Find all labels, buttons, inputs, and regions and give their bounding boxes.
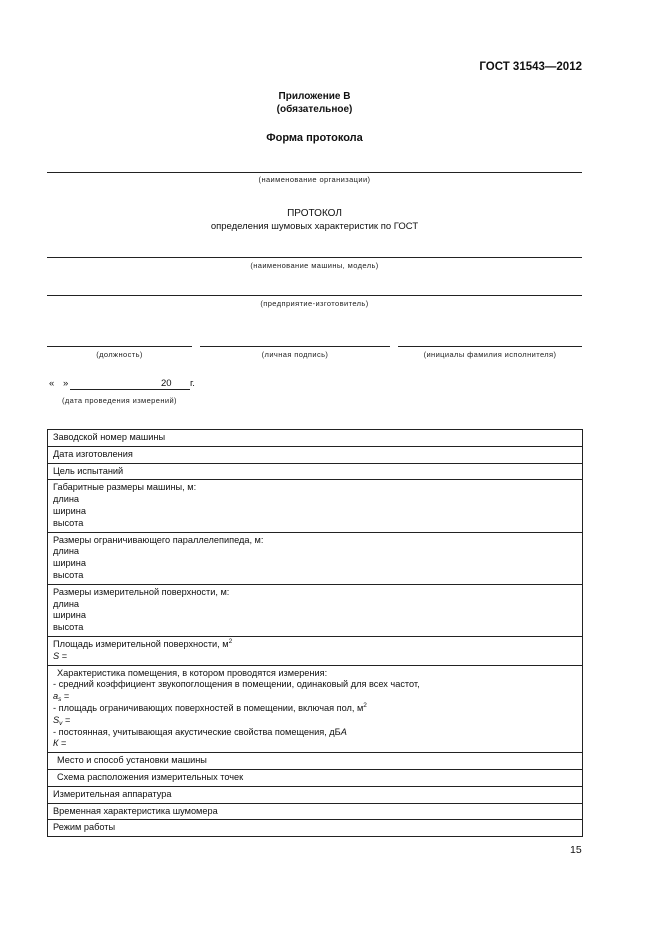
table-row <box>48 532 583 584</box>
initials-line <box>398 346 582 347</box>
table-row <box>48 584 583 636</box>
page-number: 15 <box>570 844 582 856</box>
table-row <box>48 665 583 753</box>
field-surface-area[interactable]: Площадь измерительной поверхности, $м^2$ S = <box>48 636 583 665</box>
appendix-status: (обязательное) <box>276 104 353 115</box>
protocol-title: ПРОТОКОЛ <box>287 208 342 219</box>
date-close-quote: » <box>63 378 69 389</box>
machine-caption: (наименование машины, модель) <box>250 261 379 270</box>
field-measurement-points[interactable]: Схема расположения измерительных точек <box>48 769 583 786</box>
protocol-subtitle: определения шумовых характеристик по ГОСТ <box>210 221 419 232</box>
field-surface-dimensions[interactable]: Размеры измерительной поверхности, м: длина ширина высота <box>48 584 583 636</box>
table-row <box>48 430 583 447</box>
table-row <box>48 753 583 770</box>
field-operating-mode[interactable]: Режим работы <box>48 820 583 837</box>
position-caption: (должность) <box>96 350 143 359</box>
manufacturer-line <box>47 295 582 296</box>
position-line <box>47 346 192 347</box>
field-room-characteristics[interactable]: Характеристика помещения, в котором проводятся измерения: - средний коэффициент звукопоглощения в помещении, одинаковый для всех частот, $a_s$ = - площадь ограничивающих поверхностей в помещении, включая пол, $м^2$ $S_v$ = - постоянная, учитывающая акустические свойства помещения, дБА К = <box>48 665 583 753</box>
table-row <box>48 463 583 480</box>
table-row <box>48 636 583 665</box>
standard-number: ГОСТ 31543—2012 <box>479 61 582 73</box>
field-box-dimensions[interactable]: Размеры ограничивающего параллелепипеда, м: длина ширина высота <box>48 532 583 584</box>
manufacturer-caption: (предприятие-изготовитель) <box>260 299 369 308</box>
field-equipment[interactable]: Измерительная аппаратура <box>48 786 583 803</box>
field-test-purpose[interactable]: Цель испытаний <box>48 463 583 480</box>
appendix-title: Приложение В <box>278 91 351 102</box>
date-year-prefix: 20 <box>161 378 172 389</box>
form-title: Форма протокола <box>266 132 363 144</box>
organization-line <box>47 172 582 173</box>
table-row <box>48 820 583 837</box>
table-row <box>48 803 583 820</box>
initials-caption: (инициалы фамилия исполнителя) <box>423 350 557 359</box>
field-manufacture-date[interactable]: Дата изготовления <box>48 446 583 463</box>
organization-caption: (наименование организации) <box>258 175 371 184</box>
field-serial-number[interactable]: Заводской номер машины <box>48 430 583 447</box>
table-row <box>48 786 583 803</box>
date-caption: (дата проведения измерений) <box>62 396 177 405</box>
date-line <box>70 389 190 390</box>
signature-line <box>200 346 390 347</box>
field-machine-dimensions[interactable]: Габаритные размеры машины, м: длина ширина высота <box>48 480 583 532</box>
field-meter-time-characteristic[interactable]: Временная характеристика шумомера <box>48 803 583 820</box>
date-year-suffix: г. <box>190 378 195 389</box>
machine-line <box>47 257 582 258</box>
table-row <box>48 446 583 463</box>
field-machine-mounting[interactable]: Место и способ установки машины <box>48 753 583 770</box>
signature-caption: (личная подпись) <box>261 350 329 359</box>
date-open-quote: « <box>49 378 55 389</box>
table-row <box>48 769 583 786</box>
table-row <box>48 480 583 532</box>
protocol-table <box>47 429 583 837</box>
